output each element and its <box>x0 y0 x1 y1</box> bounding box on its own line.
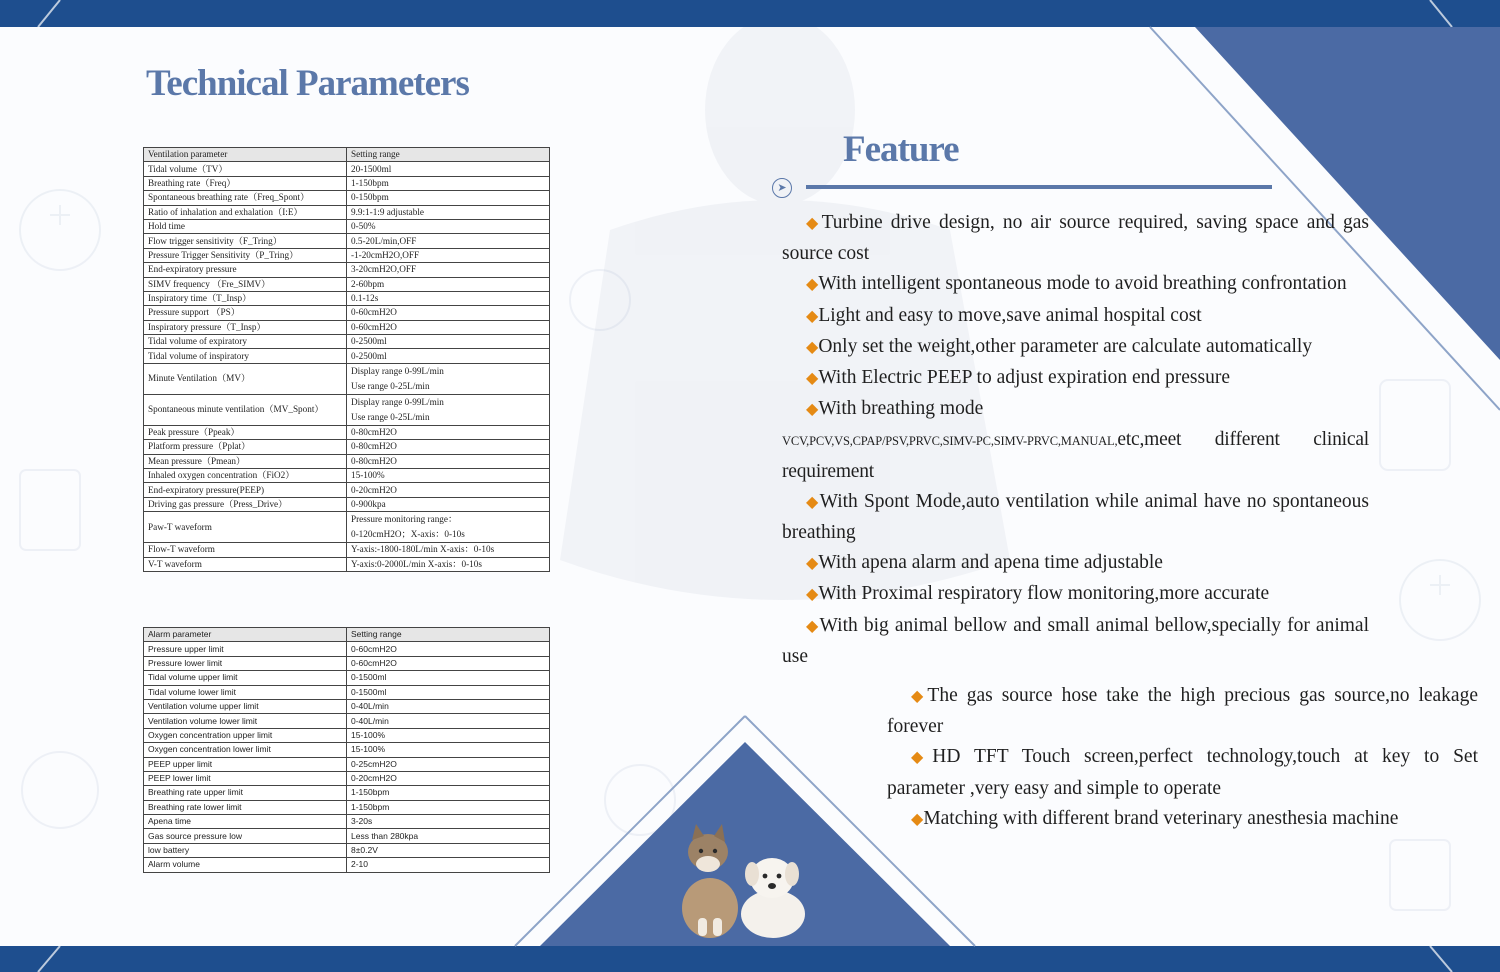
setting-range: 15-100% <box>347 743 550 757</box>
parameter-name: Mean pressure（Pmean） <box>144 454 347 468</box>
setting-range: 0-20cmH2O <box>347 771 550 785</box>
parameter-name: Tidal volume lower limit <box>144 685 347 699</box>
setting-range-line: Use range 0-25L/min <box>351 380 430 391</box>
parameter-name: Paw-T waveform <box>144 512 347 543</box>
setting-range-line: Display range 0-99L/min <box>351 365 444 376</box>
parameter-name: PEEP lower limit <box>144 771 347 785</box>
parameter-name: Oxygen concentration upper limit <box>144 728 347 742</box>
parameter-name: Oxygen concentration lower limit <box>144 743 347 757</box>
setting-range: 0.1-12s <box>347 291 550 305</box>
table-row <box>144 843 550 857</box>
feature-item: ◆HD TFT Touch screen,perfect technology,touch at key to Set parameter ,very easy and simple to operate <box>887 746 1478 799</box>
table-row <box>144 363 550 394</box>
setting-range: 8±0.2V <box>347 843 550 857</box>
diamond-bullet-icon: ◆ <box>806 493 820 511</box>
diamond-bullet-icon: ◆ <box>806 338 819 356</box>
feature-item: ◆Only set the weight,other parameter are calculate automatically <box>806 335 1313 357</box>
table-row <box>144 205 550 219</box>
feature-list <box>782 208 1369 672</box>
setting-range: 0.5-20L/min,OFF <box>347 234 550 248</box>
table-row <box>144 543 550 557</box>
setting-range: 0-80cmH2O <box>347 440 550 454</box>
setting-range: 0-2500ml <box>347 349 550 363</box>
column-header: Setting range <box>347 628 550 642</box>
table-row <box>144 176 550 190</box>
ventilation-parameter-table <box>143 147 550 572</box>
table-row <box>144 234 550 248</box>
setting-range: 0-20cmH2O <box>347 483 550 497</box>
table-row <box>144 497 550 511</box>
table-row <box>144 656 550 670</box>
table-row <box>144 728 550 742</box>
parameter-name: Minute Ventilation（MV） <box>144 363 347 394</box>
feature-item: ◆With Proximal respiratory flow monitoring,more accurate <box>806 583 1270 605</box>
table-row <box>144 425 550 439</box>
setting-range: 15-100% <box>347 728 550 742</box>
parameter-name: SIMV frequency （Fre_SIMV） <box>144 277 347 291</box>
feature-item: ◆Light and easy to move,save animal hospital cost <box>806 304 1202 326</box>
setting-range: 0-80cmH2O <box>347 454 550 468</box>
setting-range: 0-60cmH2O <box>347 306 550 320</box>
parameter-name: Spontaneous breathing rate（Freq_Spont） <box>144 191 347 205</box>
cat-illustration <box>682 824 738 938</box>
parameter-name: Spontaneous minute ventilation（MV_Spont） <box>144 394 347 425</box>
parameter-name: Pressure lower limit <box>144 656 347 670</box>
setting-range: 0-80cmH2O <box>347 425 550 439</box>
setting-range: 0-150bpm <box>347 191 550 205</box>
parameter-name: Driving gas pressure（Press_Drive） <box>144 497 347 511</box>
parameter-name: Breathing rate（Freq） <box>144 176 347 190</box>
diamond-bullet-icon: ◆ <box>806 215 822 232</box>
table-row <box>144 699 550 713</box>
top-band <box>0 0 1500 27</box>
setting-range-line: 0-120cmH2O；X-axis：0-10s <box>351 529 465 540</box>
table-row <box>144 162 550 176</box>
cat-and-dog-photo <box>668 818 816 940</box>
parameter-name: Tidal volume of inspiratory <box>144 349 347 363</box>
setting-range: 1-150bpm <box>347 786 550 800</box>
table-row <box>144 858 550 872</box>
parameter-name: low battery <box>144 843 347 857</box>
parameter-name: End-expiratory pressure(PEEP) <box>144 483 347 497</box>
parameter-name: Peak pressure（Ppeak） <box>144 425 347 439</box>
table-row <box>144 335 550 349</box>
table-row <box>144 829 550 843</box>
feature-item: ◆With intelligent spontaneous mode to avoid breathing confrontation <box>806 273 1347 295</box>
table-row <box>144 557 550 571</box>
parameter-name: Tidal volume（TV） <box>144 162 347 176</box>
diamond-bullet-icon: ◆ <box>911 688 928 705</box>
diamond-bullet-icon: ◆ <box>806 370 819 388</box>
technical-parameters-title: Technical Parameters <box>146 63 469 104</box>
feature-title: Feature <box>843 129 959 170</box>
parameter-name: Inspiratory pressure（T_Insp） <box>144 320 347 334</box>
parameter-name: Ventilation volume upper limit <box>144 699 347 713</box>
table-row <box>144 800 550 814</box>
table-row <box>144 685 550 699</box>
column-header: Alarm parameter <box>144 628 347 642</box>
parameter-name: Platform pressure（Pplat） <box>144 440 347 454</box>
table-row <box>144 671 550 685</box>
setting-range <box>347 512 550 543</box>
feature-item: ◆With big animal bellow and small animal bellow,specially for animal use <box>782 614 1369 667</box>
setting-range <box>347 363 550 394</box>
parameter-name: Alarm volume <box>144 858 347 872</box>
setting-range: 1-150bpm <box>347 800 550 814</box>
setting-range: 2-60bpm <box>347 277 550 291</box>
setting-range: -1-20cmH2O,OFF <box>347 248 550 262</box>
setting-range: 0-1500ml <box>347 685 550 699</box>
table-row <box>144 320 550 334</box>
setting-range: 0-40L/min <box>347 699 550 713</box>
setting-range: Y-axis:0-2000L/min X-axis：0-10s <box>347 557 550 571</box>
parameter-name: Flow-T waveform <box>144 543 347 557</box>
setting-range-line: Use range 0-25L/min <box>351 411 430 422</box>
table-row <box>144 815 550 829</box>
diamond-bullet-icon: ◆ <box>806 617 820 635</box>
setting-range: 0-25cmH2O <box>347 757 550 771</box>
setting-range: 0-2500ml <box>347 335 550 349</box>
table-header-row <box>144 628 550 642</box>
column-header: Setting range <box>347 148 550 162</box>
parameter-name: End-expiratory pressure <box>144 263 347 277</box>
diamond-bullet-icon: ◆ <box>806 586 819 604</box>
setting-range: Y-axis:-1800-180L/min X-axis：0-10s <box>347 543 550 557</box>
table-row <box>144 291 550 305</box>
column-header: Ventilation parameter <box>144 148 347 162</box>
table-row <box>144 219 550 233</box>
setting-range: 0-60cmH2O <box>347 320 550 334</box>
alarm-parameter-table <box>143 627 550 873</box>
table-row <box>144 757 550 771</box>
parameter-name: PEEP upper limit <box>144 757 347 771</box>
dog-illustration <box>741 858 805 938</box>
table-row <box>144 642 550 656</box>
table-row <box>144 394 550 425</box>
setting-range-line: Display range 0-99L/min <box>351 396 444 407</box>
table-row <box>144 469 550 483</box>
parameter-name: Inspiratory time（T_Insp） <box>144 291 347 305</box>
setting-range: 2-10 <box>347 858 550 872</box>
diamond-bullet-icon: ◆ <box>806 555 819 573</box>
parameter-name: Ratio of inhalation and exhalation（I:E） <box>144 205 347 219</box>
setting-range <box>347 394 550 425</box>
setting-range: 3-20cmH2O,OFF <box>347 263 550 277</box>
setting-range: 0-40L/min <box>347 714 550 728</box>
parameter-name: Ventilation volume lower limit <box>144 714 347 728</box>
diamond-bullet-icon: ◆ <box>806 307 819 325</box>
table-row <box>144 263 550 277</box>
feature-item: ◆With Spont Mode,auto ventilation while animal have no spontaneous breathing <box>782 490 1369 544</box>
setting-range: 3-20s <box>347 815 550 829</box>
table-row <box>144 306 550 320</box>
diamond-bullet-icon: ◆ <box>806 276 819 294</box>
bottom-band <box>0 946 1500 972</box>
parameter-name: Hold time <box>144 219 347 233</box>
setting-range: 0-60cmH2O <box>347 656 550 670</box>
table-row <box>144 512 550 543</box>
setting-range: 0-50% <box>347 219 550 233</box>
parameter-name: V-T waveform <box>144 557 347 571</box>
parameter-name: Gas source pressure low <box>144 829 347 843</box>
setting-range: 1-150bpm <box>347 176 550 190</box>
table-row <box>144 743 550 757</box>
parameter-name: Pressure support （PS） <box>144 306 347 320</box>
table-row <box>144 191 550 205</box>
diamond-bullet-icon: ◆ <box>911 810 924 828</box>
setting-range: 15-100% <box>347 469 550 483</box>
table-header-row <box>144 148 550 162</box>
parameter-name: Apena time <box>144 815 347 829</box>
table-row <box>144 248 550 262</box>
parameter-name: Tidal volume of expiratory <box>144 335 347 349</box>
table-row <box>144 786 550 800</box>
arrow-circle-icon: ➤ <box>772 178 792 198</box>
feature-item: ◆The gas source hose take the high precious gas source,no leakage forever <box>887 685 1478 738</box>
diamond-bullet-icon: ◆ <box>911 749 933 767</box>
table-row <box>144 714 550 728</box>
table-row <box>144 277 550 291</box>
parameter-name: Pressure Trigger Sensitivity（P_Tring） <box>144 248 347 262</box>
table-row <box>144 349 550 363</box>
setting-range: Less than 280kpa <box>347 829 550 843</box>
table-row <box>144 771 550 785</box>
table-row <box>144 483 550 497</box>
setting-range: 9.9:1-1:9 adjustable <box>347 205 550 219</box>
table-row <box>144 440 550 454</box>
feature-item: ◆With breathing mode <box>806 398 984 420</box>
setting-range: 0-900kpa <box>347 497 550 511</box>
setting-range: 20-1500ml <box>347 162 550 176</box>
parameter-name: Inhaled oxygen concentration（FiO2） <box>144 469 347 483</box>
feature-item-continued: VCV,PCV,VS,CPAP/PSV,PRVC,SIMV-PC,SIMV-PRVC,MANUAL,etc,meet different clinical requirement <box>782 429 1369 482</box>
parameter-name: Breathing rate lower limit <box>144 800 347 814</box>
feature-item: ◆Turbine drive design, no air source required, saving space and gas source cost <box>782 212 1369 265</box>
table-row <box>144 454 550 468</box>
feature-item: ◆Matching with different brand veterinary anesthesia machine <box>911 807 1399 829</box>
feature-underline <box>806 185 1272 189</box>
diamond-bullet-icon: ◆ <box>806 401 819 419</box>
feature-item: ◆With Electric PEEP to adjust expiration end pressure <box>806 367 1230 389</box>
setting-range: 0-1500ml <box>347 671 550 685</box>
parameter-name: Tidal volume upper limit <box>144 671 347 685</box>
setting-range-line: Pressure monitoring range： <box>351 514 458 525</box>
parameter-name: Pressure upper limit <box>144 642 347 656</box>
parameter-name: Breathing rate upper limit <box>144 786 347 800</box>
parameter-name: Flow trigger sensitivity（F_Tring） <box>144 234 347 248</box>
feature-list-lower <box>887 681 1478 835</box>
feature-item: ◆With apena alarm and apena time adjustable <box>806 552 1163 574</box>
setting-range: 0-60cmH2O <box>347 642 550 656</box>
